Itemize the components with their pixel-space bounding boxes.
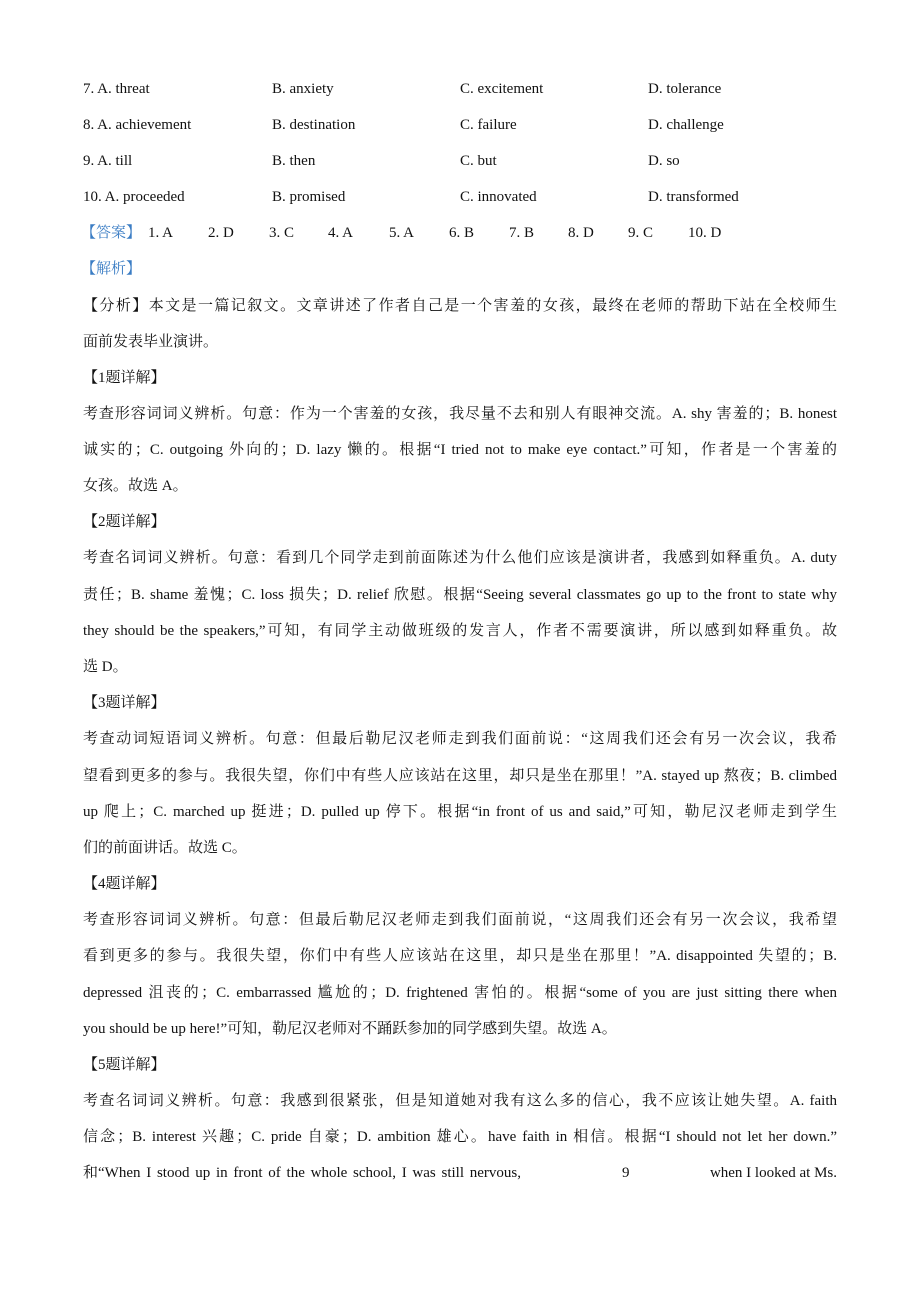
paragraph-line: depressed 沮丧的；C. embarrassed 尴尬的；D. frightened 害怕的。根据“some of you are just sitting there when xyxy=(83,985,837,1001)
option-choice: B. promised xyxy=(272,189,346,205)
answer-item: 5. A xyxy=(389,225,415,241)
paragraph-line: 考查形容词词义辨析。句意：但最后勒尼汉老师走到我们面前说，“这周我们还会有另一次会议，我希望 xyxy=(83,912,837,928)
paragraph-line: 们的前面讲话。故选 C。 xyxy=(83,840,247,856)
section-heading: 【1题详解】 xyxy=(83,370,166,386)
section-heading: 【4题详解】 xyxy=(83,876,166,892)
option-choice: 10. A. proceeded xyxy=(83,189,185,205)
blank-number: 9 xyxy=(622,1165,630,1181)
option-choice: B. then xyxy=(272,153,316,169)
option-choice: B. anxiety xyxy=(272,81,334,97)
option-choice: D. so xyxy=(648,153,680,169)
answer-label: 【答案】 xyxy=(81,225,142,241)
paragraph-line: up 爬上；C. marched up 挺进；D. pulled up 停下。根据“in front of us and said,”可知，勒尼汉老师走到学生 xyxy=(83,804,837,820)
paragraph-line: 选 D。 xyxy=(83,659,128,675)
paragraph-line: 望看到更多的参与。我很失望，你们中有些人应该站在这里，却只是坐在那里！”A. stayed up 熬夜；B. climbed xyxy=(83,768,837,784)
option-choice: 7. A. threat xyxy=(83,81,150,97)
option-choice: 9. A. till xyxy=(83,153,133,169)
paragraph-line: 责任；B. shame 羞愧；C. loss 损失；D. relief 欣慰。根据“Seeing several classmates go up to the front to state why xyxy=(83,587,837,603)
option-choice: B. destination xyxy=(272,117,356,133)
paragraph-line: 考查名词词义辨析。句意：我感到很紧张，但是知道她对我有这么多的信心，我不应该让她失望。A. faith xyxy=(83,1093,837,1109)
paragraph-line: you should be up here!”可知，勒尼汉老师对不踊跃参加的同学感到失望。故选 A。 xyxy=(83,1021,617,1037)
option-choice: D. tolerance xyxy=(648,81,722,97)
answer-item: 6. B xyxy=(449,225,475,241)
option-choice: C. failure xyxy=(460,117,517,133)
paragraph-line: 考查形容词词义辨析。句意：作为一个害羞的女孩，我尽量不去和别人有眼神交流。A. shy 害羞的；B. honest xyxy=(83,406,837,422)
answer-item: 9. C xyxy=(628,225,654,241)
option-choice: C. innovated xyxy=(460,189,537,205)
analysis-label: 【解析】 xyxy=(81,261,142,277)
paragraph-line: 考查动词短语词义辨析。句意：但最后勒尼汉老师走到我们面前说：“这周我们还会有另一次会议，我希 xyxy=(83,731,837,747)
paragraph-line: 诚实的；C. outgoing 外向的；D. lazy 懒的。根据“I tried not to make eye contact.”可知，作者是一个害羞的 xyxy=(83,442,837,458)
answer-item: 7. B xyxy=(509,225,535,241)
answer-item: 2. D xyxy=(208,225,234,241)
paragraph-line: they should be the speakers,”可知，有同学主动做班级的发言人，作者不需要演讲，所以感到如释重负。故 xyxy=(83,623,837,639)
paragraph-line: 【分析】本文是一篇记叙文。文章讲述了作者自己是一个害羞的女孩，最终在老师的帮助下站在全校师生 xyxy=(83,298,837,314)
paragraph-line: when I looked at Ms. xyxy=(709,1165,837,1181)
paragraph-line: 女孩。故选 A。 xyxy=(83,478,188,494)
answer-item: 8. D xyxy=(568,225,594,241)
section-heading: 【3题详解】 xyxy=(83,695,166,711)
option-choice: D. challenge xyxy=(648,117,724,133)
option-choice: 8. A. achievement xyxy=(83,117,192,133)
paragraph-line: 面前发表毕业演讲。 xyxy=(83,334,219,350)
section-heading: 【5题详解】 xyxy=(83,1057,166,1073)
paragraph-line: 和“When I stood up in front of the whole school, I was still nervous, xyxy=(83,1165,522,1181)
answer-item: 10. D xyxy=(688,225,722,241)
option-choice: D. transformed xyxy=(648,189,739,205)
answer-item: 1. A xyxy=(148,225,174,241)
answer-item: 3. C xyxy=(269,225,295,241)
paragraph-line: 考查名词词义辨析。句意：看到几个同学走到前面陈述为什么他们应该是演讲者，我感到如释重负。A. duty xyxy=(83,550,837,566)
paragraph-line: 看到更多的参与。我很失望，你们中有些人应该站在这里，却只是坐在那里！”A. disappointed 失望的；B. xyxy=(83,948,837,964)
paragraph-line: 信念；B. interest 兴趣；C. pride 自豪；D. ambition 雄心。have faith in 相信。根据“I should not let her down.” xyxy=(83,1129,837,1145)
option-choice: C. but xyxy=(460,153,497,169)
answer-item: 4. A xyxy=(328,225,354,241)
option-choice: C. excitement xyxy=(460,81,544,97)
section-heading: 【2题详解】 xyxy=(83,514,166,530)
